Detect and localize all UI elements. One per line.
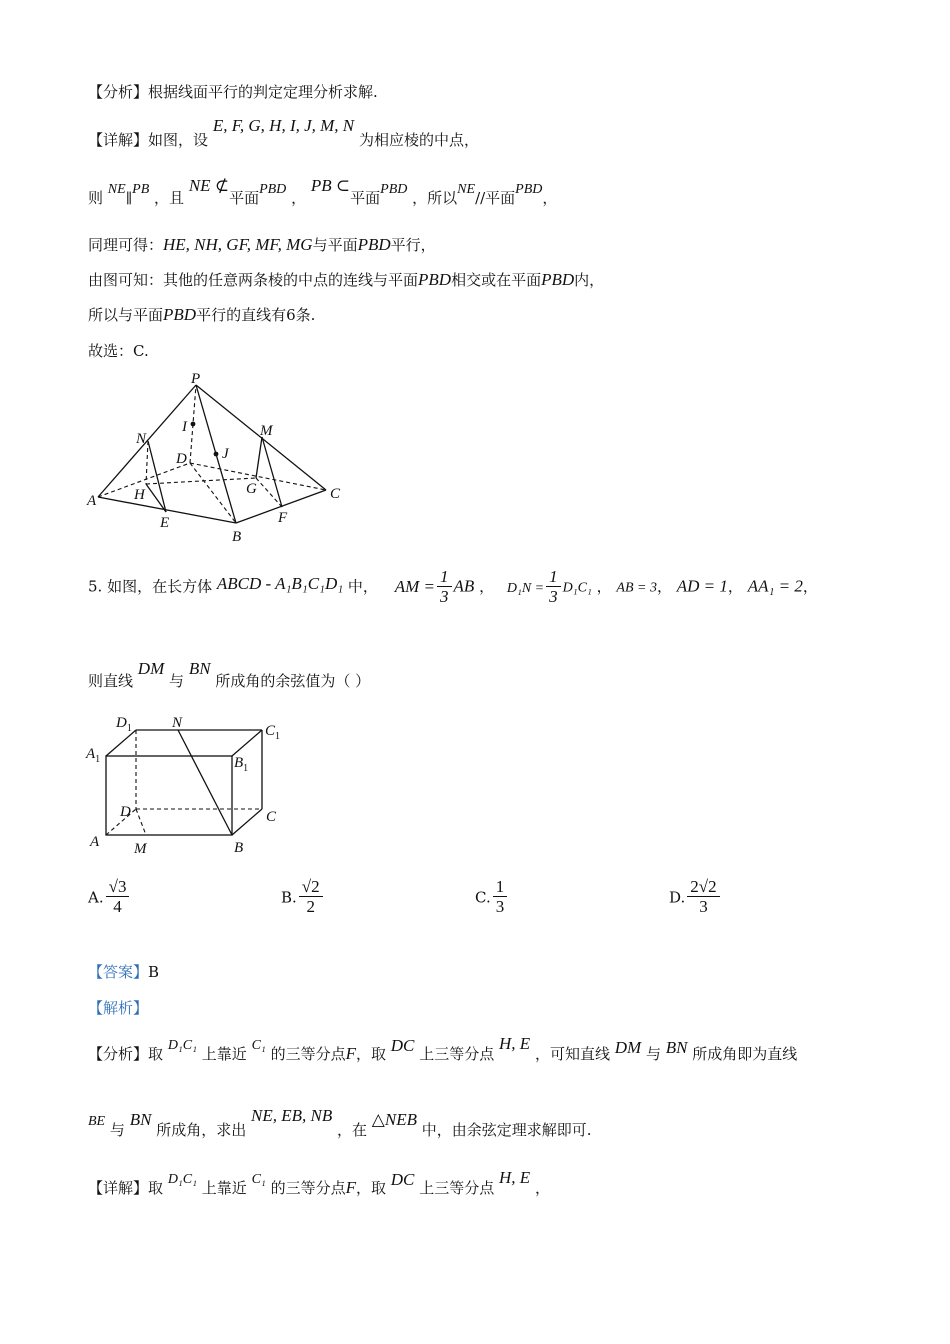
math: PBD [418, 270, 452, 289]
subscript: 1 [95, 754, 101, 765]
math: DM [614, 1038, 642, 1057]
text: 上靠近 [201, 1045, 247, 1063]
math: DC [390, 1036, 415, 1055]
math: PBD [163, 305, 197, 324]
text: 的三等分点 [270, 1045, 346, 1063]
solution-analysis-line-2 [88, 1106, 592, 1142]
math: AB = 3 [616, 580, 657, 596]
choice-text: 故选：C. [88, 342, 149, 360]
label-g: G [246, 481, 257, 497]
math: D₁C₁ [562, 580, 592, 596]
label-c: C [330, 486, 341, 502]
math: F [345, 1044, 356, 1063]
letter: A [86, 746, 96, 762]
fraction-am [437, 568, 452, 607]
math: AB [453, 576, 475, 596]
label-a: A [87, 493, 97, 509]
label-d: D [120, 804, 131, 820]
text: 平面 [229, 189, 260, 207]
label-n: N [172, 715, 183, 731]
jiexi-line [88, 998, 148, 1018]
midpoint-letters: E, F, G, H, I, J, M, N [212, 116, 355, 135]
text: 的三等分点 [270, 1179, 346, 1197]
label-j: J [222, 446, 229, 462]
text: ， [291, 189, 307, 207]
letter: B [234, 755, 244, 771]
detail-label: 【详解】 [88, 1179, 149, 1197]
math: AM = [394, 576, 435, 596]
text: 如图，设 [148, 131, 209, 149]
text: 与平面 [312, 236, 358, 254]
option-label: C. [475, 888, 491, 907]
text: 所成角，求出 [156, 1121, 247, 1139]
text: 取 [148, 1179, 164, 1197]
label-c: C [266, 809, 277, 825]
math: D₁N = [506, 580, 545, 596]
math: H, E [498, 1034, 531, 1053]
text: 为相应棱的中点， [358, 131, 479, 149]
text: ， [656, 577, 672, 596]
label-p: P [191, 371, 201, 387]
text: 平行的直线有 [196, 306, 287, 324]
math: PBD [541, 270, 575, 289]
math: BE [88, 1114, 106, 1129]
frac-den: 4 [113, 897, 122, 916]
text: ，在 [337, 1121, 368, 1139]
math: HE, NH, GF, MF, MG [163, 235, 313, 254]
math: C₁ [251, 1038, 266, 1053]
math: AA₁ = 2 [747, 576, 803, 596]
math: D₁C₁ [167, 1038, 197, 1053]
frac-den: 3 [549, 587, 558, 606]
label-d1 [115, 715, 132, 734]
text: 所以与平面 [88, 306, 164, 324]
choice-line [88, 341, 149, 361]
text: 则 [88, 189, 104, 207]
option-fraction [299, 878, 323, 917]
math: PBD [259, 182, 287, 197]
frac-num: 1 [437, 568, 452, 587]
text: //平面 [475, 189, 516, 207]
text: 与 [645, 1045, 661, 1063]
frac-num: √3 [106, 878, 130, 897]
text: 与 [169, 672, 185, 690]
label-m: M [260, 423, 273, 439]
number: 6 [286, 306, 296, 324]
math: BN [188, 659, 211, 678]
math: F [345, 1178, 356, 1197]
frac-den: 2 [306, 897, 315, 916]
frac-num: √2 [299, 878, 323, 897]
math: PBD [380, 182, 408, 197]
math: NE ⊄ [188, 176, 230, 195]
frac-num: 1 [546, 568, 561, 587]
text: 平面 [350, 189, 381, 207]
label-e: E [160, 515, 170, 531]
question-5-intro: 5. 如图，在长方体 [88, 577, 213, 596]
label-f: F [278, 510, 288, 526]
text: ， [802, 577, 818, 596]
text: ， [534, 1179, 550, 1197]
label-a1 [85, 746, 100, 765]
label-n: N [136, 431, 147, 447]
subscript: 1 [243, 763, 249, 774]
frac-den: 3 [495, 897, 505, 916]
label-b1 [234, 755, 248, 774]
option-fraction [687, 878, 719, 917]
detail-label: 【详解】 [88, 131, 149, 149]
text: 上三等分点 [419, 1179, 495, 1197]
option-fraction [493, 878, 508, 917]
math: AD = 1 [676, 576, 728, 596]
frac-num: 2√2 [687, 878, 719, 897]
point-j [214, 452, 219, 457]
math: C₁ [251, 1172, 266, 1187]
text: ， [542, 189, 558, 207]
point-i [191, 422, 196, 427]
text: ，取 [355, 1045, 386, 1063]
other-line [88, 270, 604, 290]
analysis-label: 【分析】 [88, 1045, 149, 1063]
text: 与 [109, 1121, 125, 1139]
math: D₁C₁ [167, 1172, 197, 1187]
option-a[interactable] [88, 878, 131, 917]
analysis-label: 【分析】 [88, 83, 149, 101]
math: ∥ [125, 192, 133, 207]
text: ，所以 [412, 189, 458, 207]
math: PB [132, 182, 150, 197]
label-i: I [182, 419, 187, 435]
fraction-dn [546, 568, 561, 607]
letter: D [116, 715, 127, 731]
option-fraction [106, 878, 130, 917]
math: DC [390, 1170, 415, 1189]
jiexi-label: 【解析】 [88, 999, 149, 1017]
math: PB ⊂ [310, 176, 351, 195]
math: DM [137, 659, 165, 678]
frac-den: 3 [440, 587, 449, 606]
solution-detail-line [88, 1168, 550, 1200]
question-5-ask [88, 659, 371, 691]
label-a: A [90, 834, 100, 850]
math: BN [129, 1110, 152, 1129]
label-m: M [134, 841, 147, 857]
text: 上靠近 [201, 1179, 247, 1197]
label-b: B [232, 529, 242, 545]
math: △NEB [371, 1110, 417, 1129]
text: 相交或在平面 [451, 271, 542, 289]
text: 所成角即为直线 [692, 1045, 798, 1063]
answer-line [88, 962, 159, 982]
analysis-line [88, 82, 378, 102]
math: NE, EB, NB [251, 1106, 333, 1125]
text: ， [596, 577, 612, 596]
subscript: 1 [275, 731, 281, 742]
solution-analysis-line [88, 1034, 798, 1066]
answer-label: 【答案】 [88, 963, 149, 981]
similar-line [88, 235, 436, 255]
letter: C [265, 723, 276, 739]
option-b[interactable] [281, 878, 325, 917]
text: 平行， [390, 236, 436, 254]
text: ， [479, 577, 495, 596]
text: 条. [295, 306, 316, 324]
text: ，取 [355, 1179, 386, 1197]
detail-line [88, 116, 479, 150]
text: 中，由余弦定理求解即可. [421, 1121, 592, 1139]
text: ，且 [154, 189, 185, 207]
label-d: D [176, 451, 187, 467]
analysis-text: 根据线面平行的判定定理分析求解. [148, 83, 378, 101]
subscript: 1 [126, 723, 132, 734]
text: 内， [574, 271, 605, 289]
text: 由图可知：其他的任意两条棱的中点的连线与平面 [88, 271, 419, 289]
option-label: A. [88, 888, 104, 907]
label-b: B [234, 840, 244, 856]
frac-den: 3 [699, 897, 708, 916]
math: ABCD - A₁B₁C₁D₁ [216, 573, 344, 593]
text: 所成角的余弦值为（ ） [215, 672, 371, 690]
math: NE [457, 182, 476, 197]
text: ， [727, 577, 743, 596]
math: PBD [515, 182, 543, 197]
text: 取 [148, 1045, 164, 1063]
label-c1 [265, 723, 280, 742]
text: 上三等分点 [419, 1045, 495, 1063]
count-line [88, 305, 315, 325]
answer-value: B [148, 963, 160, 981]
math: PBD [357, 235, 391, 254]
question-5-line [88, 568, 818, 607]
label-h: H [134, 487, 145, 503]
text: 中， [347, 577, 378, 596]
option-c[interactable] [475, 878, 509, 917]
text: 则直线 [88, 672, 134, 690]
text: ，可知直线 [534, 1045, 610, 1063]
text: 同理可得： [88, 236, 164, 254]
math: BN [665, 1038, 688, 1057]
cuboid-figure [80, 710, 300, 860]
parallel-line [88, 176, 558, 210]
option-label: B. [281, 888, 297, 907]
math: H, E [498, 1168, 531, 1187]
pyramid-figure [80, 365, 360, 550]
math: NE [107, 182, 126, 197]
option-d[interactable] [669, 878, 722, 917]
option-label: D. [669, 888, 686, 907]
frac-num: 1 [493, 878, 508, 897]
